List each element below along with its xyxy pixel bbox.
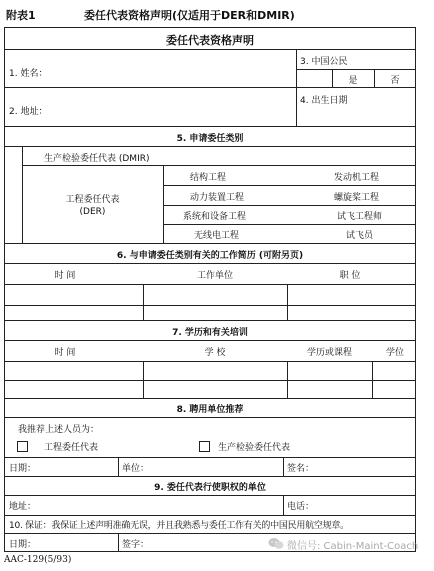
sec7-col-time: 时 间 bbox=[54, 348, 76, 358]
der-label: 工程委任代表 bbox=[65, 195, 120, 205]
citizen-yes-option[interactable]: 是 bbox=[348, 76, 358, 86]
der-checkbox-label: 工程委任代表 bbox=[44, 443, 99, 453]
der-checkbox[interactable] bbox=[17, 441, 28, 452]
sec6-col-time: 时 间 bbox=[54, 271, 76, 281]
sec6-col-employer: 工作单位 bbox=[196, 271, 233, 281]
watermark-text: 微信号: Cabin-Maint-Coach bbox=[287, 541, 419, 552]
der-category-flight-test-engineer[interactable]: 试飞工程师 bbox=[337, 212, 383, 222]
page-title: 委任代表资格声明(仅适用于DER和DMIR) bbox=[84, 9, 295, 22]
phone-label: 电话： bbox=[287, 502, 315, 512]
section8-heading: 8. 聘用单位推荐 bbox=[176, 405, 244, 415]
section9-heading: 9. 委任代表行使职权的单位 bbox=[154, 483, 266, 493]
der-category-systems[interactable]: 系统和设备工程 bbox=[183, 212, 247, 222]
sec6-col-position: 职 位 bbox=[339, 271, 361, 281]
der-category-powerplant[interactable]: 动力装置工程 bbox=[190, 193, 245, 203]
section6-heading: 6. 与申请委任类别有关的工作简历 (可附另页) bbox=[116, 251, 304, 261]
recommend-text: 我推荐上述人员为： bbox=[18, 425, 100, 435]
cert-signature-label: 签字： bbox=[122, 540, 150, 550]
der-category-propeller[interactable]: 螺旋桨工程 bbox=[334, 193, 380, 203]
der-category-structure[interactable]: 结构工程 bbox=[190, 173, 227, 183]
certification-statement: 10. 保证：我保证上述声明准确无误，并且我熟悉与委任工作有关的中国民用航空规章。 bbox=[9, 521, 349, 531]
citizen-no-option[interactable]: 否 bbox=[390, 76, 400, 86]
appendix-label: 附表1 bbox=[6, 9, 36, 22]
cert-date-label: 日期： bbox=[9, 540, 37, 550]
declaration-form bbox=[4, 27, 419, 552]
sec7-col-course: 学历或课程 bbox=[306, 348, 352, 358]
form-number: AAC-129(5/93) bbox=[4, 555, 72, 565]
der-category-engine[interactable]: 发动机工程 bbox=[334, 173, 380, 183]
name-label: 1. 姓名： bbox=[9, 69, 48, 79]
der-abbrev: (DER) bbox=[79, 207, 106, 217]
section5-heading: 5. 申请委任类别 bbox=[176, 134, 244, 144]
citizen-label: 3. 中国公民 bbox=[300, 57, 348, 67]
signature-label: 签名： bbox=[287, 464, 315, 474]
der-category-test-pilot[interactable]: 试飞员 bbox=[346, 231, 374, 241]
wechat-icon bbox=[268, 535, 284, 548]
form-title: 委任代表资格声明 bbox=[166, 34, 254, 47]
date-label: 日期： bbox=[9, 464, 37, 474]
sec7-col-school: 学 校 bbox=[204, 348, 226, 358]
unit-address-label: 地址： bbox=[9, 502, 37, 512]
address-label: 2. 地址： bbox=[9, 107, 48, 117]
der-category-radio[interactable]: 无线电工程 bbox=[194, 231, 240, 241]
sec7-col-degree: 学位 bbox=[385, 348, 404, 358]
birthdate-label: 4. 出生日期 bbox=[300, 96, 348, 106]
dmir-checkbox[interactable] bbox=[199, 441, 210, 452]
unit-label: 单位： bbox=[122, 464, 150, 474]
dmir-label: 生产检验委任代表 (DMIR) bbox=[44, 154, 150, 164]
dmir-checkbox-label: 生产检验委任代表 bbox=[218, 443, 291, 453]
section7-heading: 7. 学历和有关培训 bbox=[172, 328, 248, 338]
